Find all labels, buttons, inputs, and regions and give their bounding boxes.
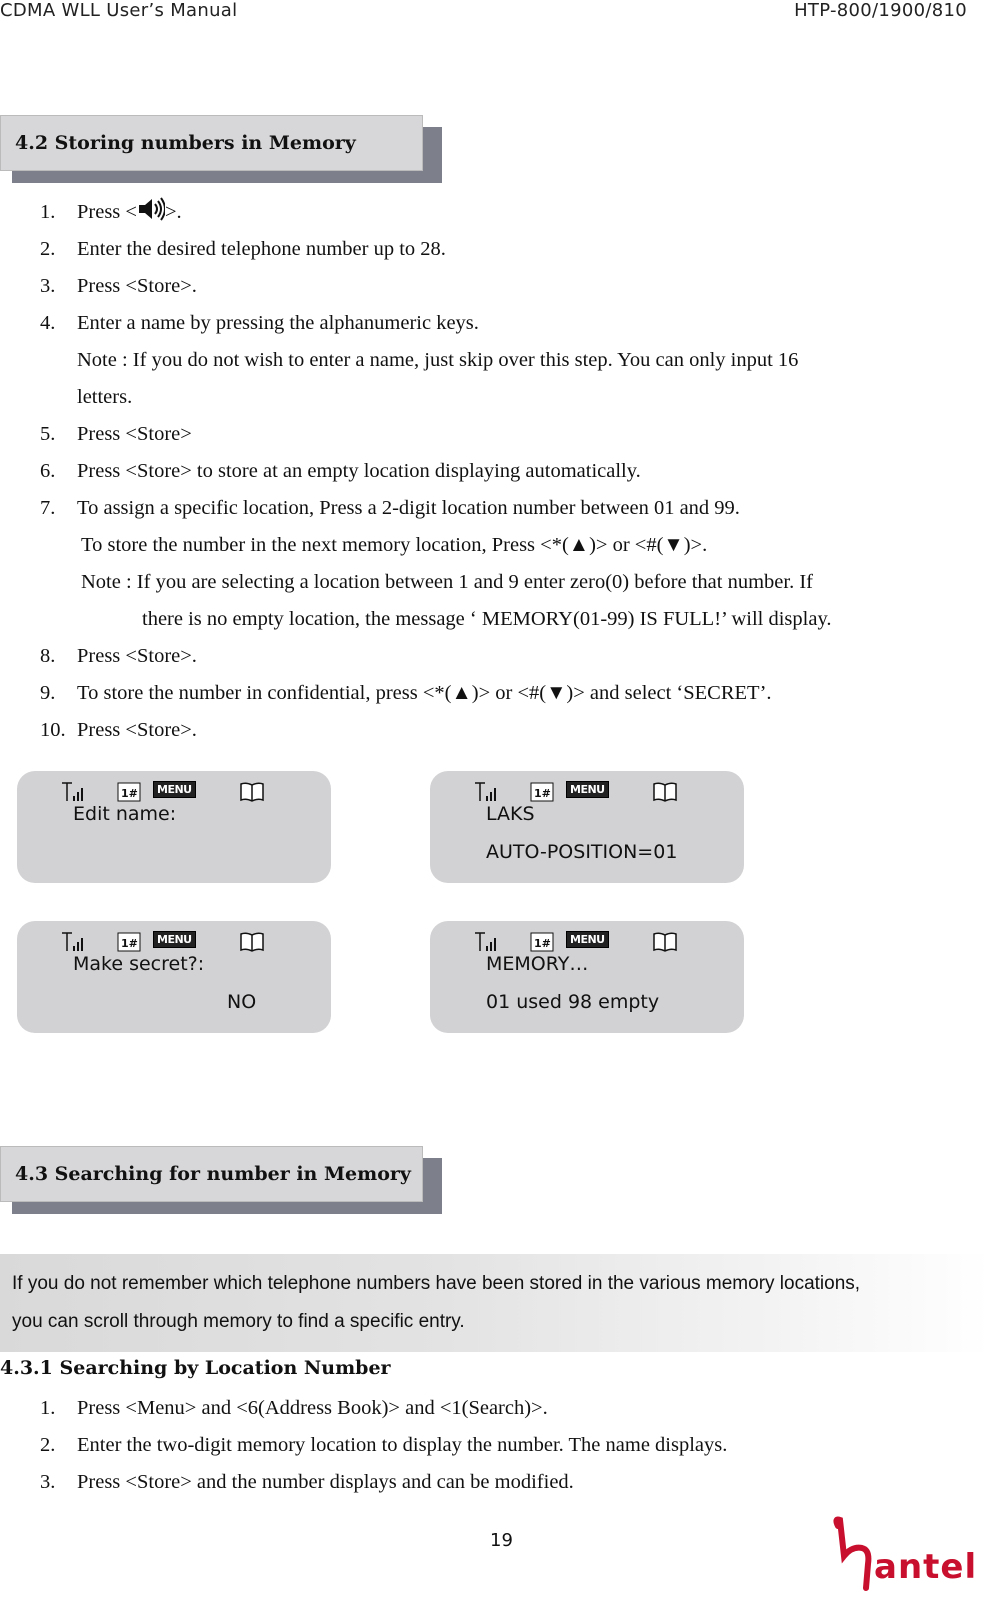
lcd-line-2: AUTO-POSITION=01 bbox=[486, 841, 678, 863]
step-number: 1. bbox=[40, 201, 56, 223]
step-text: Enter the desired telephone number up to 28. bbox=[77, 238, 446, 260]
section-4-2-heading-box bbox=[0, 115, 430, 171]
phonebook-icon bbox=[239, 781, 265, 808]
subsection-4-3-1-title: 4.3.1 Searching by Location Number bbox=[0, 1357, 391, 1379]
step-text: Enter the two-digit memory location to display the number. The name displays. bbox=[77, 1434, 728, 1456]
steps-list-search bbox=[40, 1390, 727, 1501]
step-6 bbox=[40, 453, 740, 490]
note-1-line-2: letters. bbox=[77, 386, 133, 408]
menu-icon: MENU bbox=[566, 931, 609, 948]
step-text: Press <Store> bbox=[77, 423, 192, 445]
header-manual-title: CDMA WLL User’s Manual bbox=[0, 0, 238, 21]
section-4-3-title: 4.3 Searching for number in Memory bbox=[0, 1146, 423, 1202]
step-text: Press <Store>. bbox=[77, 719, 197, 741]
step-text: Press <Menu> and <6(Address Book)> and <1(Search)>. bbox=[77, 1397, 548, 1419]
phonebook-icon bbox=[239, 931, 265, 958]
step-number: 3. bbox=[40, 275, 56, 297]
section-4-2-title: 4.2 Storing numbers in Memory bbox=[0, 115, 423, 171]
step-text-post: >. bbox=[164, 201, 182, 223]
step-7-subtext: To store the number in the next memory location, Press <*(▲)> or <#(▼)>. bbox=[81, 534, 708, 556]
svg-text:1#: 1# bbox=[121, 787, 138, 800]
intro-line-2: you can scroll through memory to find a specific entry. bbox=[12, 1311, 465, 1332]
step-number: 6. bbox=[40, 460, 56, 482]
section-4-3-intro bbox=[0, 1254, 990, 1352]
menu-icon: MENU bbox=[566, 781, 609, 798]
speaker-icon bbox=[137, 196, 165, 235]
step-1 bbox=[40, 194, 479, 231]
step-text: Enter a name by pressing the alphanumeric keys. bbox=[77, 312, 479, 334]
step-number: 2. bbox=[40, 1434, 56, 1456]
search-step-2 bbox=[40, 1427, 727, 1464]
header-model: HTP-800/1900/810 bbox=[794, 0, 967, 21]
step-number: 9. bbox=[40, 682, 56, 704]
lcd-line-1: LAKS bbox=[486, 803, 535, 825]
search-step-3 bbox=[40, 1464, 727, 1501]
lcd-screen-make-secret bbox=[17, 921, 331, 1033]
lcd-line-1: Make secret?: bbox=[73, 953, 205, 975]
steps-list-a bbox=[40, 194, 479, 342]
step-number: 10. bbox=[40, 719, 66, 741]
page-number: 19 bbox=[490, 1530, 513, 1551]
step-3 bbox=[40, 268, 479, 305]
step-7 bbox=[40, 490, 740, 527]
hantel-logo bbox=[826, 1516, 996, 1592]
lcd-screen-auto-position bbox=[430, 771, 744, 883]
lcd-screen-edit-name bbox=[17, 771, 331, 883]
lcd-line-1: Edit name: bbox=[73, 803, 177, 825]
section-4-3-heading-box bbox=[0, 1146, 430, 1202]
step-text: Press <Store> and the number displays and can be modified. bbox=[77, 1471, 574, 1493]
step-text: Press <Store>. bbox=[77, 275, 197, 297]
svg-text:antel: antel bbox=[874, 1547, 978, 1587]
phonebook-icon bbox=[652, 781, 678, 808]
intro-line-1: If you do not remember which telephone numbers have been stored in the various memory locations, bbox=[12, 1273, 861, 1294]
step-4 bbox=[40, 305, 479, 342]
step-text: Press <Store> to store at an empty location displaying automatically. bbox=[77, 460, 641, 482]
step-text-pre: Press < bbox=[77, 201, 137, 223]
step-number: 7. bbox=[40, 497, 56, 519]
lcd-screen-memory-status bbox=[430, 921, 744, 1033]
svg-text:1#: 1# bbox=[121, 937, 138, 950]
step-2 bbox=[40, 231, 479, 268]
step-text: To assign a specific location, Press a 2-digit location number between 01 and 99. bbox=[77, 497, 740, 519]
steps-list-c bbox=[40, 638, 772, 749]
phonebook-icon bbox=[652, 931, 678, 958]
search-step-1 bbox=[40, 1390, 727, 1427]
note-1-line-1: Note : If you do not wish to enter a name, just skip over this step. You can only input 16 bbox=[77, 349, 799, 371]
step-number: 8. bbox=[40, 645, 56, 667]
lcd-line-2: 01 used 98 empty bbox=[486, 991, 660, 1013]
note-2-line-1: Note : If you are selecting a location between 1 and 9 enter zero(0) before that number. If bbox=[81, 571, 813, 593]
step-5 bbox=[40, 416, 740, 453]
menu-icon: MENU bbox=[153, 931, 196, 948]
step-number: 1. bbox=[40, 1397, 56, 1419]
steps-list-b bbox=[40, 416, 740, 527]
svg-text:1#: 1# bbox=[534, 787, 551, 800]
step-number: 3. bbox=[40, 1471, 56, 1493]
step-text: Press <Store>. bbox=[77, 645, 197, 667]
step-number: 5. bbox=[40, 423, 56, 445]
step-8 bbox=[40, 638, 772, 675]
menu-icon: MENU bbox=[153, 781, 196, 798]
step-10 bbox=[40, 712, 772, 749]
step-text: To store the number in confidential, press <*(▲)> or <#(▼)> and select ‘SECRET’. bbox=[77, 682, 772, 704]
lcd-line-2: NO bbox=[227, 991, 257, 1013]
step-number: 2. bbox=[40, 238, 56, 260]
note-2-line-2: there is no empty location, the message ‘ MEMORY(01-99) IS FULL!’ will display. bbox=[142, 608, 832, 630]
step-9 bbox=[40, 675, 772, 712]
lcd-line-1: MEMORY… bbox=[486, 953, 589, 975]
svg-text:1#: 1# bbox=[534, 937, 551, 950]
step-number: 4. bbox=[40, 312, 56, 334]
